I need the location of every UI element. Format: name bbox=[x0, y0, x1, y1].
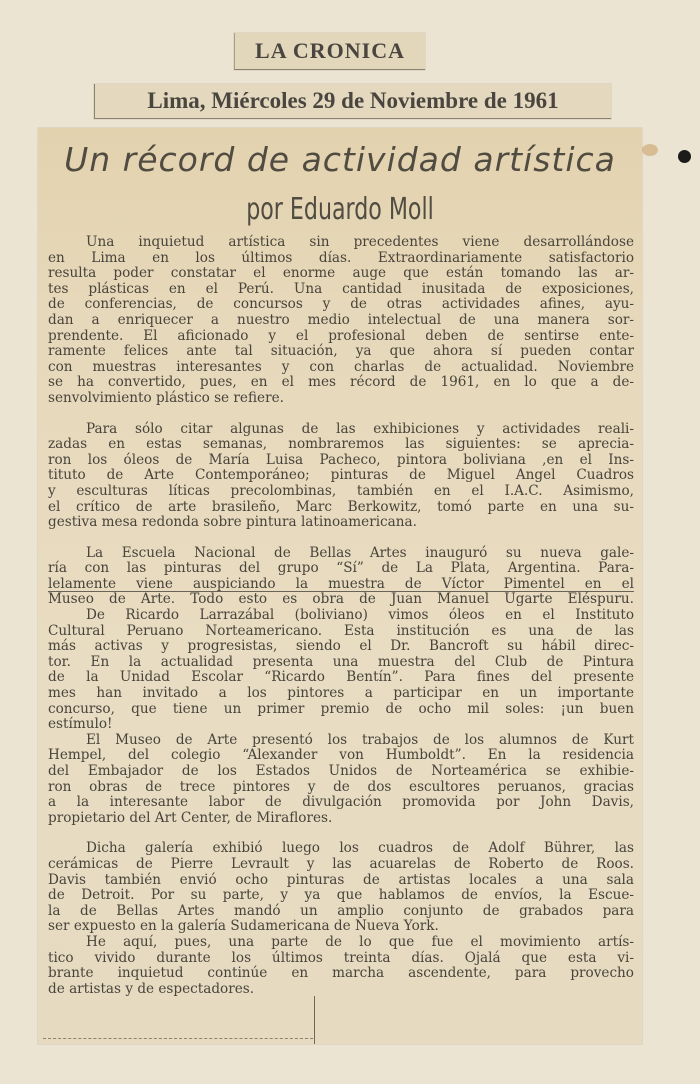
paragraph-1 bbox=[48, 235, 634, 407]
text-line: El Museo de Arte presentó los trabajos de los alumnos de Kurt bbox=[86, 731, 634, 748]
article-byline: por Eduardo Moll bbox=[246, 192, 434, 227]
text-line: tituto de Arte Contemporáneo; pinturas de Miguel Angel Cuadros bbox=[48, 467, 634, 484]
text-line: estímulo! bbox=[48, 716, 113, 733]
text-line: La Escuela Nacional de Bellas Artes inauguró su nueva gale- bbox=[86, 544, 634, 561]
text-line: con muestras interesantes y con charlas de actualidad. Noviembre bbox=[48, 358, 634, 375]
text-line: ramente felices ante tal situación, ya que ahora sí pueden contar bbox=[48, 343, 634, 360]
text-line: más activas y progresistas, siendo el Dr. Bancroft su hábil direc- bbox=[48, 638, 634, 655]
text-line: brante inquietud continúe en marcha ascendente, para provecho bbox=[48, 965, 634, 982]
newspaper-masthead-clipping bbox=[234, 33, 425, 70]
text-line: y esculturas líticas precolombinas, también en el I.A.C. Asimismo, bbox=[48, 482, 634, 499]
text-line: la de Bellas Artes mandó un amplio conjunto de grabados para bbox=[48, 902, 634, 919]
text-line-underlined: lelamente viene auspiciando la muestra de Víctor Pimentel en el bbox=[48, 575, 634, 592]
text-line: resulta poder constatar el enorme auge que están tomando las ar- bbox=[48, 265, 634, 282]
dashed-cut-line bbox=[43, 1038, 313, 1039]
text-line: en Lima en los últimos días. Extraordinariamente satisfactorio bbox=[48, 249, 634, 266]
text-line: tor. En la actualidad presenta una muestra del Club de Pintura bbox=[48, 653, 634, 670]
text-line: se ha convertido, pues, en el mes récord de 1961, en lo que a de- bbox=[48, 374, 634, 391]
article-title: Un récord de actividad artística bbox=[64, 140, 616, 179]
dateline-text: Lima, Miércoles 29 de Noviembre de 1961 bbox=[147, 88, 559, 113]
text-line: mes han invitado a los pintores a participar en un importante bbox=[48, 685, 634, 702]
text-line: Para sólo citar algunas de las exhibiciones y actividades reali- bbox=[86, 420, 634, 437]
text-line: de la Unidad Escolar “Ricardo Bentín”. Para fines del presente bbox=[48, 669, 634, 686]
text-line: del Embajador de los Estados Unidos de Norteamérica se exhibie- bbox=[48, 763, 634, 779]
text-line: prendente. El aficionado y el profesional deben de sentirse ente- bbox=[48, 327, 634, 344]
text-line: De Ricardo Larrazábal (boliviano) vimos óleos en el Instituto bbox=[86, 607, 634, 624]
text-line: Cultural Peruano Norteamericano. Esta institución es una de las bbox=[48, 622, 634, 639]
text-line: Museo de Arte. Todo esto es obra de Juan Manuel Ugarte Eléspuru. bbox=[48, 591, 634, 608]
text-line: de artistas y de espectadores. bbox=[48, 980, 255, 997]
text-line: cerámicas de Pierre Levrault y las acuarelas de Roberto de Roos. bbox=[48, 855, 634, 872]
paragraph-6 bbox=[48, 841, 634, 935]
text-line: tico vivido durante los últimos treinta días. Ojalá que esta vi- bbox=[48, 949, 634, 966]
newspaper-name: LA CRONICA bbox=[255, 38, 405, 63]
text-line: He aquí, pues, una parte de lo que fue el movimiento artís- bbox=[86, 933, 634, 950]
text-line: zadas en estas semanas, nombraremos las siguientes: se aprecia- bbox=[48, 436, 634, 453]
article-clipping bbox=[38, 128, 642, 1044]
text-line: ser expuesto en la galería Sudamericana de Nueva York. bbox=[48, 918, 439, 935]
paragraph-4 bbox=[48, 608, 634, 733]
paragraph-7 bbox=[48, 935, 634, 997]
text-line: propietario del Art Center, de Miraflores. bbox=[48, 809, 333, 826]
text-line: Davis también envió ocho pinturas de artistas locales a una sala bbox=[48, 871, 634, 888]
text-line: gestiva mesa redonda sobre pintura latinoamericana. bbox=[48, 514, 417, 531]
text-line: tes plásticas en el Perú. Una cantidad inusitada de exposiciones, bbox=[48, 280, 634, 297]
text-line: dan a enriquecer a nuestro medio intelectual de una manera sor- bbox=[48, 311, 634, 328]
text-line: senvolvimiento plástico se refiere. bbox=[48, 389, 284, 406]
text-line: ría con las pinturas del grupo “Sí” de La Plata, Argentina. Para- bbox=[48, 560, 634, 577]
paragraph-3 bbox=[48, 546, 634, 608]
column-fold-line bbox=[314, 996, 315, 1044]
text-line: de conferencias, de concursos y de otras actividades afines, ayu- bbox=[48, 296, 634, 313]
text-line: ron los óleos de María Luisa Pacheco, pintora boliviana ,en el Ins- bbox=[48, 451, 634, 468]
punch-hole bbox=[678, 150, 691, 163]
text-line: concurso, que tiene un primer premio de ocho mil soles: ¡un buen bbox=[48, 700, 634, 717]
text-line: Hempel, del colegio “Alexander von Humboldt”. En la residencia bbox=[48, 747, 634, 764]
text-line: a la interesante labor de divulgación promovida por John Davis, bbox=[48, 794, 634, 811]
article-body bbox=[48, 235, 634, 997]
dateline-clipping bbox=[94, 84, 611, 119]
stain-mark bbox=[642, 144, 658, 156]
text-line: ron obras de trece pintores y de dos escultores peruanos, gracias bbox=[48, 778, 634, 795]
text-line: de Detroit. Por su parte, y ya que hablamos de envíos, la Escue- bbox=[48, 887, 634, 904]
paragraph-2 bbox=[48, 422, 634, 531]
text-line: Dicha galería exhibió luego los cuadros de Adolf Bührer, las bbox=[86, 840, 634, 857]
text-line: el crítico de arte brasileño, Marc Berkowitz, tomó parte en una su- bbox=[48, 498, 634, 515]
text-line: Una inquietud artística sin precedentes viene desarrollándose bbox=[86, 234, 634, 250]
paragraph-5 bbox=[48, 733, 634, 827]
